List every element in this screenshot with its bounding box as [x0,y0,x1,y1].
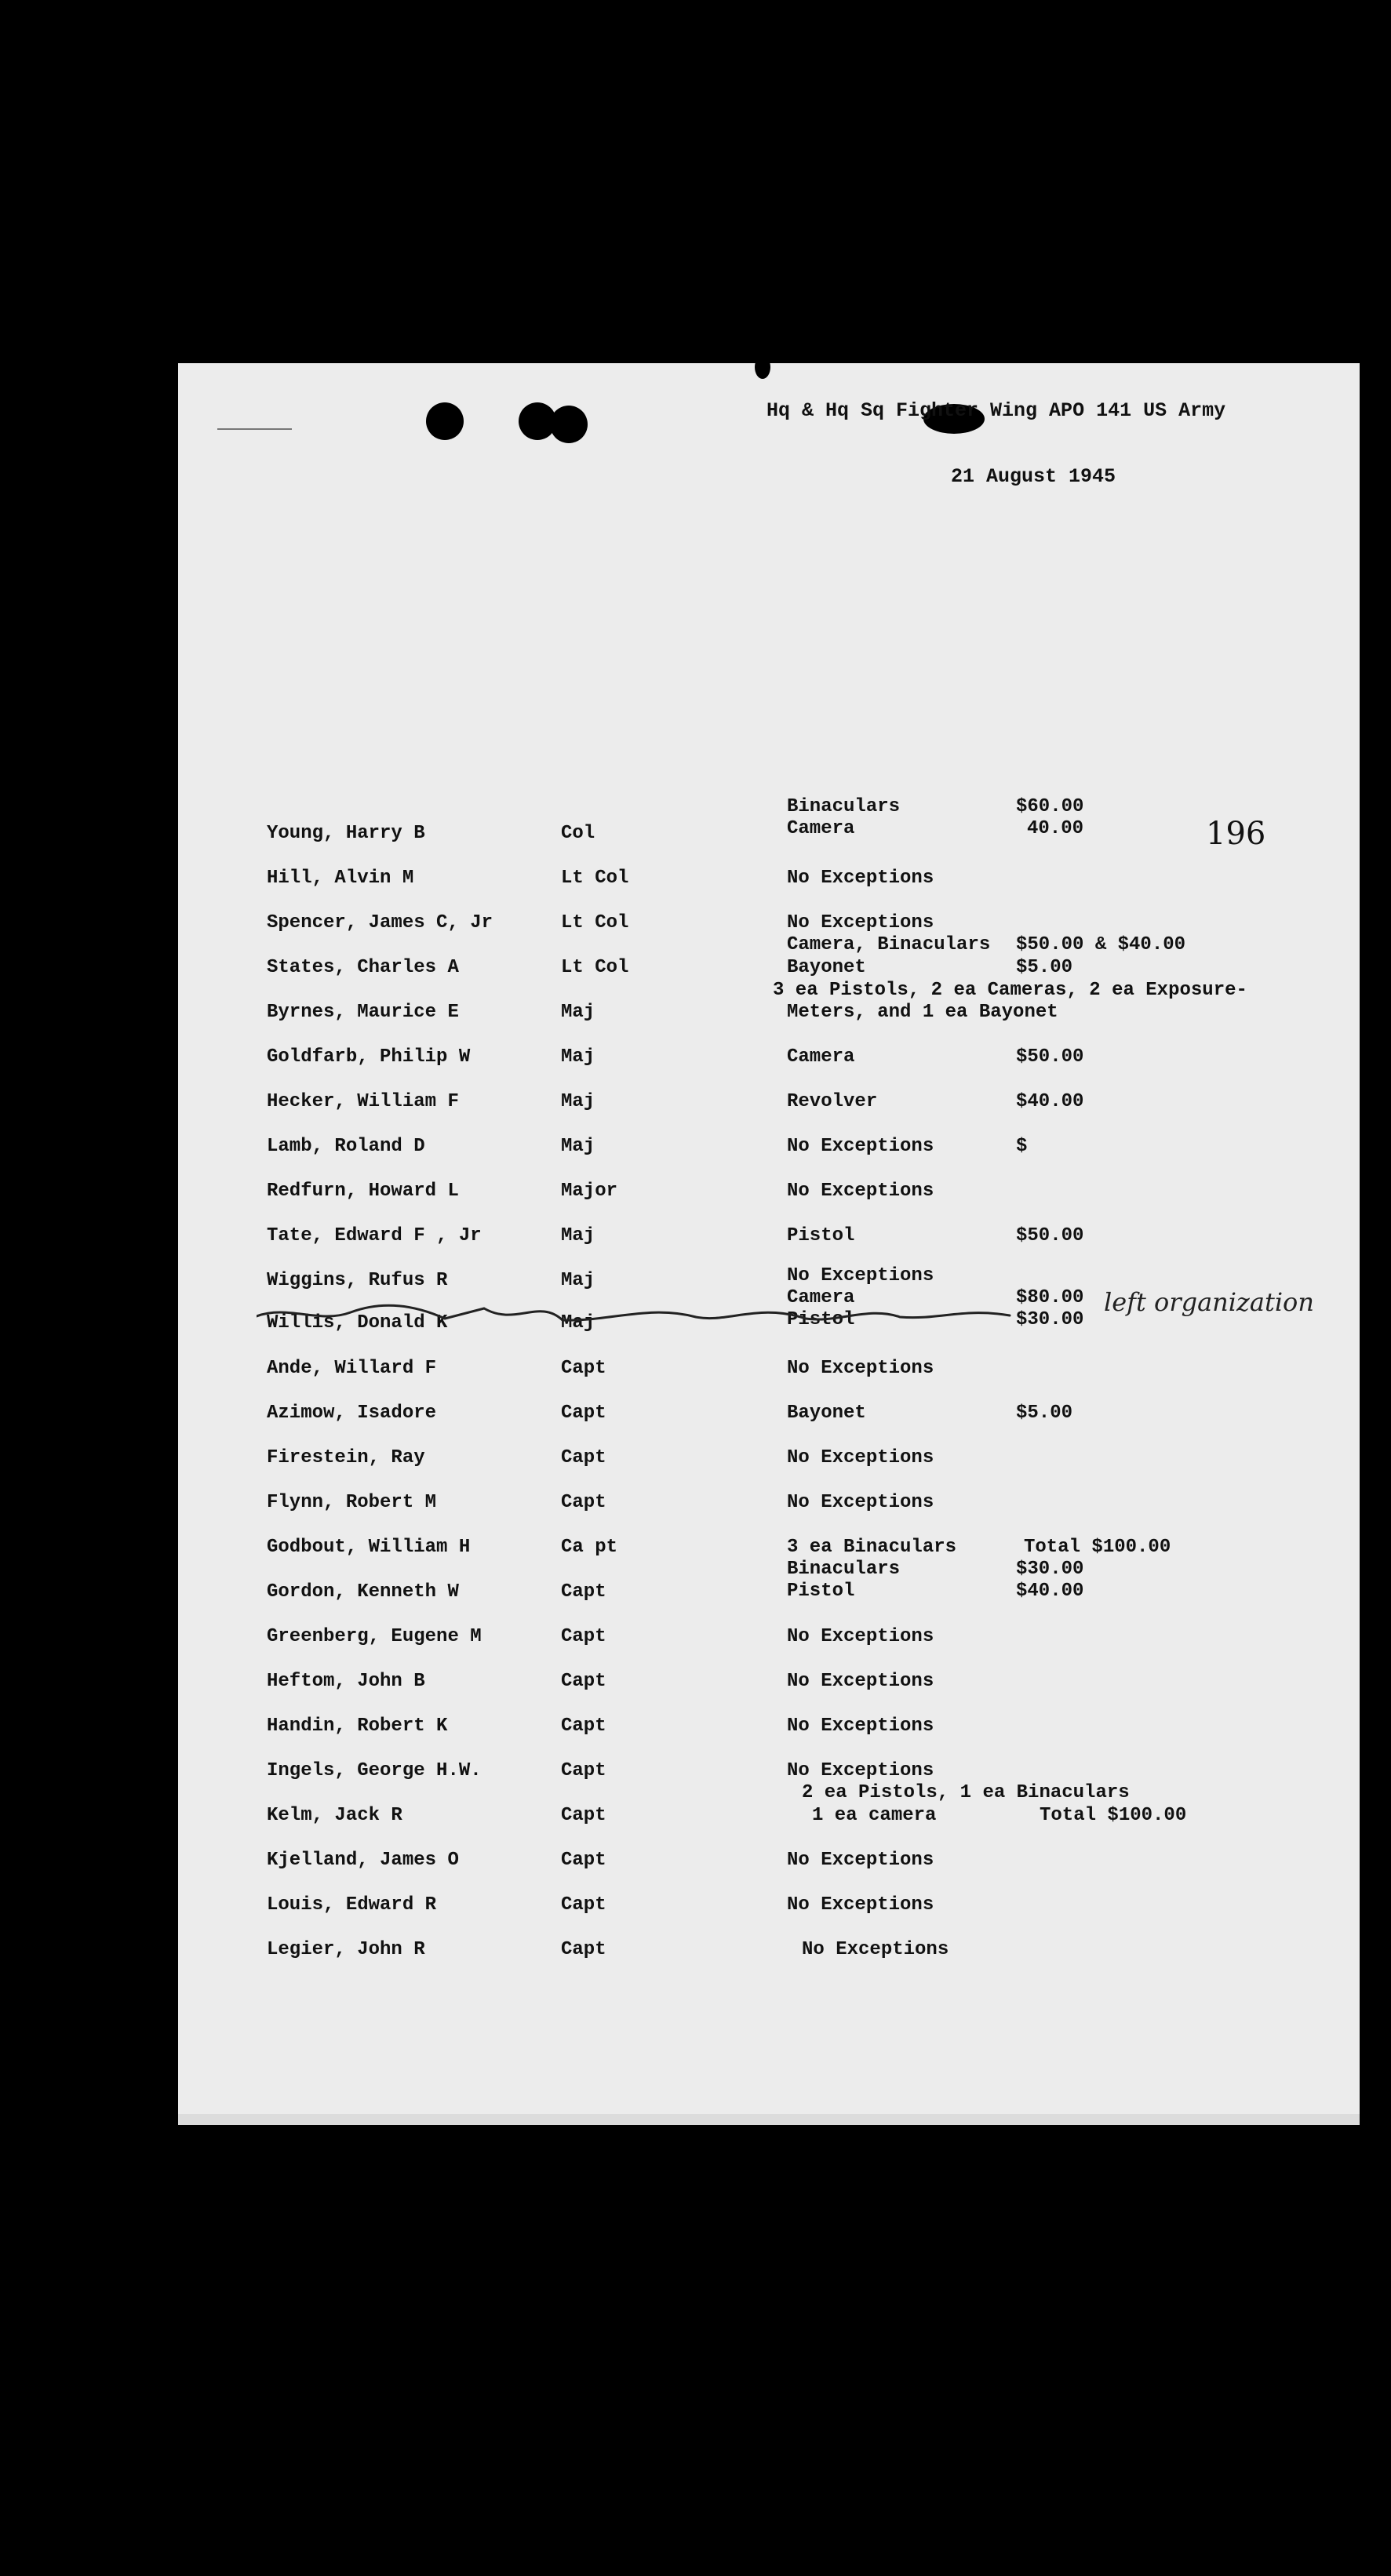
entry-item: Binaculars [787,796,901,817]
document-date: 21 August 1945 [951,465,1116,488]
entry-item: Bayonet [787,1403,866,1424]
entry-rank: Capt [561,1358,606,1379]
entry-name: Heftom, John B [267,1671,425,1692]
entry-rank: Maj [561,1225,595,1246]
entry-value: $80.00 [1016,1287,1084,1308]
entry-rank: Capt [561,1581,606,1603]
entry-value: $5.00 [1016,957,1073,978]
entry-item: No Exceptions [787,1358,934,1379]
entry-rank: Maj [561,1091,595,1112]
entry-item: 2 ea Pistols, 1 ea Binaculars [802,1782,1130,1803]
entry-name: Redfurn, Howard L [267,1181,459,1202]
entry-rank: Ca pt [561,1537,618,1558]
entry-item: Pistol [787,1309,855,1330]
entry-item: No Exceptions [787,1716,934,1737]
entry-item: No Exceptions [787,1850,934,1871]
page-number: 196 [1206,816,1266,852]
entry-rank: Capt [561,1716,606,1737]
entry-rank: Maj [561,1312,595,1333]
entry-value: $50.00 & $40.00 [1016,934,1186,955]
entry-item: No Exceptions [787,912,934,933]
entry-rank: Col [561,823,595,844]
entry-item: Pistol [787,1225,855,1246]
entry-rank: Capt [561,1939,606,1960]
entry-value: $40.00 [1016,1091,1084,1112]
entry-item: No Exceptions [787,1181,934,1202]
document-page [178,363,1360,2114]
entry-rank: Capt [561,1805,606,1826]
entry-name: Azimow, Isadore [267,1403,437,1424]
entry-item: Camera [787,818,855,839]
entry-name: Spencer, James C, Jr [267,912,493,933]
entry-item: 3 ea Pistols, 2 ea Cameras, 2 ea Exposure- [773,980,1247,1001]
entry-value: $40.00 [1016,1581,1084,1602]
entry-name: Legier, John R [267,1939,425,1960]
entry-name: Kelm, Jack R [267,1805,402,1826]
entry-value: Total $100.00 [1024,1537,1171,1558]
entry-value: $ [1016,1136,1028,1157]
entry-name: Wiggins, Rufus R [267,1270,448,1291]
entry-rank: Maj [561,1270,595,1291]
entry-name: Godbout, William H [267,1537,471,1558]
entry-item: 3 ea Binaculars [787,1537,957,1558]
entry-rank: Capt [561,1447,606,1468]
entry-name: Louis, Edward R [267,1894,437,1916]
entry-item: Bayonet [787,957,866,978]
punch-hole [550,406,588,443]
entry-name: Ande, Willard F [267,1358,437,1379]
entry-rank: Capt [561,1671,606,1692]
entry-item: No Exceptions [787,1671,934,1692]
entry-item: No Exceptions [787,1447,934,1468]
handwritten-note: left organization [1104,1287,1314,1317]
entry-item: No Exceptions [787,1626,934,1647]
entry-item: No Exceptions [787,868,934,889]
entry-item: Camera [787,1046,855,1068]
entry-value: $50.00 [1016,1046,1084,1068]
entry-item: Pistol [787,1581,855,1602]
entry-rank: Major [561,1181,618,1202]
document-header: Hq & Hq Sq Fighter Wing APO 141 US Army [767,399,1226,422]
entry-name: Young, Harry B [267,823,425,844]
entry-rank: Capt [561,1894,606,1916]
entry-item: 1 ea camera [812,1805,937,1826]
entry-name: Goldfarb, Philip W [267,1046,471,1068]
entry-value: Total $100.00 [1040,1805,1187,1826]
entry-rank: Capt [561,1760,606,1781]
entry-rank: Capt [561,1850,606,1871]
entry-item: Binaculars [787,1559,901,1580]
entry-name: Kjelland, James O [267,1850,459,1871]
entry-value: $5.00 [1016,1403,1073,1424]
entry-rank: Lt Col [561,912,629,933]
paper-notch [755,355,770,379]
entry-value: $30.00 [1016,1559,1084,1580]
entry-name: States, Charles A [267,957,459,978]
entry-value: 40.00 [1027,818,1084,839]
margin-dash [217,428,292,430]
entry-rank: Maj [561,1046,595,1068]
entry-name: Handin, Robert K [267,1716,448,1737]
entry-value: $30.00 [1016,1309,1084,1330]
entry-value: $50.00 [1016,1225,1084,1246]
entry-name: Willis, Donald K [267,1312,448,1333]
entry-name: Flynn, Robert M [267,1492,437,1513]
entry-name: Tate, Edward F , Jr [267,1225,482,1246]
entry-name: Lamb, Roland D [267,1136,425,1157]
entry-rank: Capt [561,1492,606,1513]
entry-item: No Exceptions [787,1136,934,1157]
entry-item: No Exceptions [787,1894,934,1916]
entry-rank: Lt Col [561,868,629,889]
entry-name: Hill, Alvin M [267,868,414,889]
entry-item: No Exceptions [802,1939,949,1960]
entry-rank: Lt Col [561,957,629,978]
punch-hole [426,402,464,440]
entry-item: No Exceptions [787,1760,934,1781]
entry-item: Camera [787,1287,855,1308]
entry-rank: Maj [561,1002,595,1023]
handwritten-strikethrough [257,1289,1041,1336]
entry-item: No Exceptions [787,1265,934,1286]
entry-item: Meters, and 1 ea Bayonet [787,1002,1058,1023]
entry-value: $60.00 [1016,796,1084,817]
entry-name: Hecker, William F [267,1091,459,1112]
entry-name: Greenberg, Eugene M [267,1626,482,1647]
entry-rank: Maj [561,1136,595,1157]
entry-name: Ingels, George H.W. [267,1760,482,1781]
entry-item: No Exceptions [787,1492,934,1513]
entry-rank: Capt [561,1626,606,1647]
entry-item: Revolver [787,1091,878,1112]
entry-name: Gordon, Kenneth W [267,1581,459,1603]
entry-rank: Capt [561,1403,606,1424]
entry-item: Camera, Binaculars [787,934,991,955]
entry-name: Firestein, Ray [267,1447,425,1468]
entry-name: Byrnes, Maurice E [267,1002,459,1023]
